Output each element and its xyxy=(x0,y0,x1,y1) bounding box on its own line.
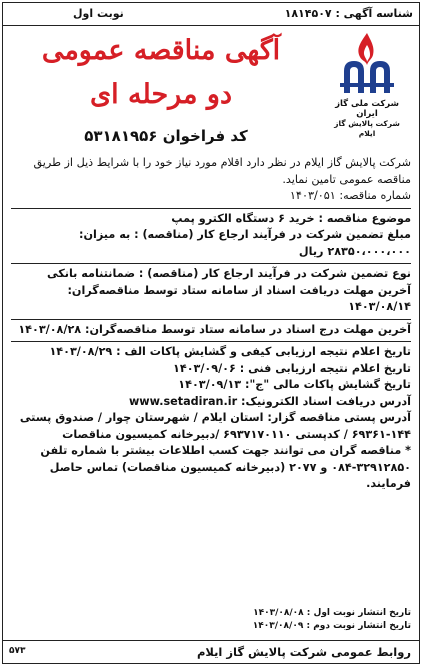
financial-opening-date: تاریخ گشایش پاکات مالی "ج": ۱۴۰۳/۰۹/۱۳ xyxy=(178,378,411,391)
publish-first: تاریخ انتشار نوبت اول : ۱۴۰۳/۰۸/۰۸ xyxy=(253,608,411,618)
footer-code: ۵۷۳ xyxy=(9,646,26,656)
document-receipt-deadline: آخرین مهلت دریافت اسناد از سامانه ستاد توسط مناقصه‌گران: ۱۴۰۳/۰۸/۱۴ xyxy=(67,283,411,313)
postal-address: آدرس پستی مناقصه گزار: استان ایلام / شهرستان چوار / صندوق پستی ۱۴۴-۶۹۳۶۱ / کدپستی ۶۹۳۷۱۷۰۱۱۰ /دبیرخانه کمیسیون مناقصات xyxy=(19,411,411,441)
electronic-docs-address[interactable]: آدرس دریافت اسناد الکترونیک: www.setadiran.ir xyxy=(128,394,411,408)
technical-evaluation-date: تاریخ اعلام نتیجه ارزیابی فنی : ۱۴۰۳/۰۹/۰۶ xyxy=(173,361,411,375)
guarantee-type: نوع تضمین شرکت در فرآیند ارجاع کار (مناقصه) : ضمانتنامه بانکی xyxy=(46,267,411,280)
logo-company-name: شرکت ملی گاز ایران xyxy=(335,99,399,119)
publish-dates xyxy=(253,607,411,633)
turn-label: نوبت اول xyxy=(73,7,124,20)
tender-number: شماره مناقصه: ۱۴۰۳/۰۵۱ xyxy=(289,189,411,202)
gas-company-emblem-icon xyxy=(336,31,398,97)
document-upload-deadline: آخرین مهلت درج اسناد در سامانه ستاد توسط مناقصه‌گران: ۱۴۰۳/۰۸/۲۸ xyxy=(18,322,411,336)
divider xyxy=(11,208,411,209)
divider xyxy=(11,263,411,264)
divider xyxy=(11,341,411,342)
footer-text: روابط عمومی شرکت پالایش گاز ایلام xyxy=(196,645,411,659)
header-bar xyxy=(3,3,419,26)
guarantee-amount: مبلغ تضمین شرکت در فرآیند ارجاع کار (مناقصه) : به میزان: ۲۸۳۵۰،۰۰۰،۰۰۰ ریال xyxy=(78,228,411,258)
tender-subject: موضوع مناقصه : خرید ۶ دستگاه الکترو پمپ xyxy=(171,211,411,225)
ad-body xyxy=(11,155,411,493)
publish-second: تاریخ انتشار نوبت دوم : ۱۴۰۳/۰۸/۰۹ xyxy=(252,621,411,631)
footer-bar xyxy=(3,640,419,663)
call-code: کد فراخوان ۵۳۱۸۱۹۵۶ xyxy=(84,127,248,145)
intro-text: شرکت پالایش گاز ایلام در نظر دارد اقلام مورد نیاز خود را با شرایط ذیل از طریق مناقصه عمومی تامین نماید. xyxy=(33,156,411,186)
tender-advertisement xyxy=(2,2,420,664)
ad-number: شناسه آگهی : ۱۸۱۴۵۰۷ xyxy=(284,7,413,20)
logo-company-sub: شرکت پالایش گاز ایلام xyxy=(334,119,400,138)
divider xyxy=(11,319,411,320)
ad-subtitle: دو مرحله ای xyxy=(90,79,232,110)
company-logo xyxy=(327,31,407,138)
ad-title: آگهی مناقصه عمومی xyxy=(41,35,281,66)
quality-evaluation-date: تاریخ اعلام نتیجه ارزیابی کیفی و گشایش پاکات الف : ۱۴۰۳/۰۸/۲۹ xyxy=(49,345,411,358)
contact-info: * مناقصه گران می توانند جهت کسب اطلاعات بیشتر با شماره تلفن ۳۲۹۱۲۸۵۰-۰۸۴ و ۲۰۷۷ (دبیرخانه کمیسیون مناقصات) تماس حاصل فرمایند. xyxy=(40,444,411,490)
